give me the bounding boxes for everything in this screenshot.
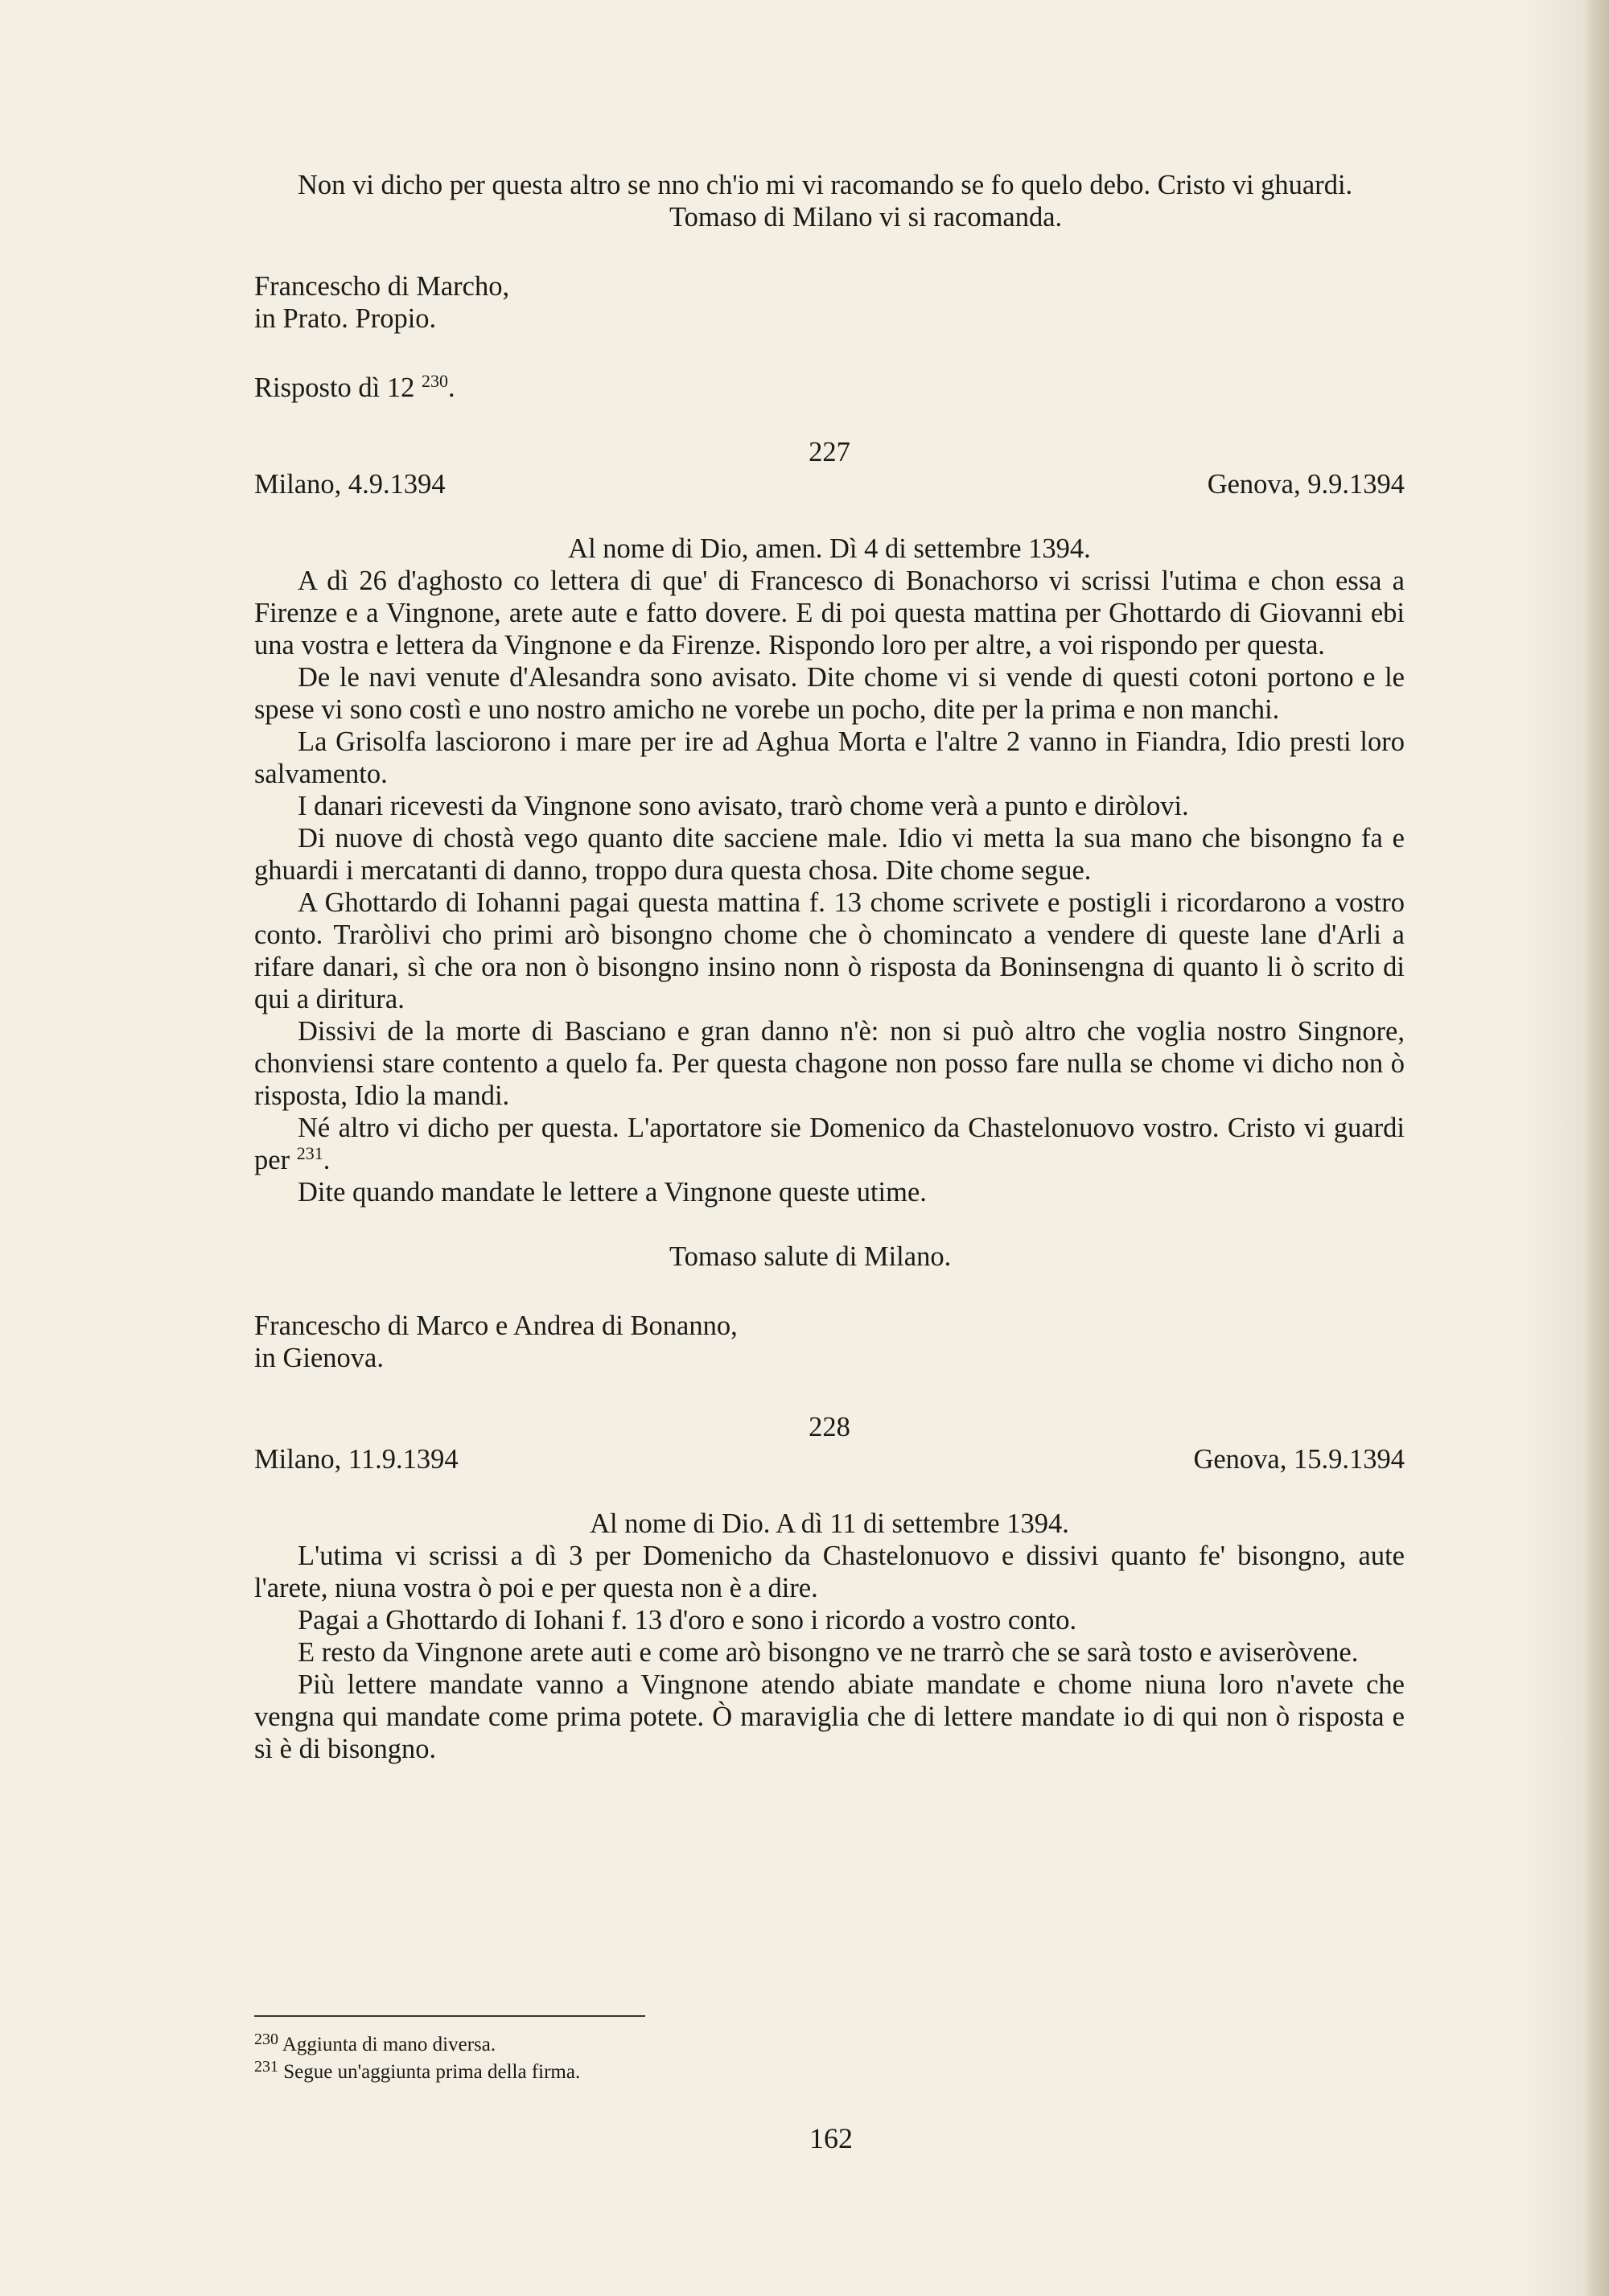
letter-number: 227 [809,437,850,467]
letter-number: 228 [809,1412,850,1442]
letter-paragraph: De le navi venute d'Alesandra sono avisato. Dite chome vi si vende di questi cotoni portono e le spese vi sono costì e uno nostro amicho ne vorebe un pocho, dite per la prima e non manchi. [254,662,1405,725]
main-text [254,169,1405,1765]
letter-paragraph: La Grisolfa lasciorono i mare per ire ad Aghua Morta e l'altre 2 vanno in Fiandra, Idio presti loro salvamento. [254,726,1405,789]
letter-paragraph: E resto da Vingnone arete auti e come arò bisongno ve ne trarrò che se sarà tosto e aviseròvene. [298,1637,1359,1668]
reply-note: Risposto dì 12 $^{230}$. [254,371,455,403]
letter-heading: Al nome di Dio. A dì 11 di settembre 1394. [590,1508,1069,1539]
letter-dateline [254,1443,1405,1475]
closing-paragraph: Non vi dicho per questa altro se nno ch'io mi vi racomando se fo quelo debo. Cristo vi ghuardi. [298,170,1353,200]
addressee-line: Francescho di Marco e Andrea di Bonanno, [254,1311,738,1341]
footnotes [254,2015,817,2086]
letter-paragraph: Di nuove di chostà vego quanto dite sacciene male. Idio vi metta la sua mano che bisongno fa e ghuardi i mercatanti di danno, troppo dura questa chosa. Dite chome segue. [254,823,1405,886]
destination-date: Genova, 15.9.1394 [1193,1444,1405,1475]
signature: Tomaso salute di Milano. [669,1241,952,1272]
letter-paragraph: Né altro vi dicho per questa. L'aportatore sie Domenico da Chastelonuovo vostro. Cristo vi guardi per $^{231}$. [254,1113,1405,1175]
letter-heading: Al nome di Dio, amen. Dì 4 di settembre 1394. [568,533,1091,564]
footnote: $^{230}$ Aggiunta di mano diversa. [254,2031,496,2055]
page-number: 162 [809,2122,853,2154]
footnote-rule [254,2015,645,2017]
letter-dateline [254,468,1405,500]
footnote-ref: 230 [422,371,448,391]
page-gutter-shadow [1525,0,1582,2296]
postscript: Dite quando mandate le lettere a Vingnone queste utime. [298,1177,927,1208]
letter-paragraph: Pagai a Ghottardo di Iohani f. 13 d'oro e sono i ricordo a vostro conto. [298,1605,1077,1636]
origin-date: Milano, 11.9.1394 [254,1444,459,1475]
origin-date: Milano, 4.9.1394 [254,469,446,500]
letter-paragraph: A Ghottardo di Iohanni pagai questa mattina f. 13 chome scrivete e postigli i ricordarono a vostro conto. Traròlivi cho primi arò bisongno chome che ò chomincato a vendere di queste lane d'Arli a rifare danari, sì che ora non ò bisongno insino nonn ò risposta da Boninsengna di quanto li ò scrito di qui a diritura. [254,887,1405,1014]
destination-date: Genova, 9.9.1394 [1207,469,1405,500]
letter-paragraph: A dì 26 d'aghosto co lettera di que' di Francesco di Bonachorso vi scrissi l'utima e chon essa a Firenze e a Vingnone, arete aute e fatto dovere. E di poi questa mattina per Ghottardo di Giovanni ebi una vostra e lettera da Vingnone e da Firenze. Rispondo loro per altre, a voi rispondo per questa. [254,566,1405,660]
addressee-line: in Gienova. [254,1343,384,1373]
footnote: $^{231}$ Segue un'aggiunta prima della firma. [254,2058,581,2083]
footnote-ref: 231 [296,1143,323,1163]
addressee-line: in Prato. Propio. [254,303,437,334]
page-edge [1582,0,1609,2296]
letter-paragraph: Più lettere mandate vanno a Vingnone atendo abiate mandate e chome niuna loro n'avete che vengna qui mandate come prima potete. Ò maraviglia che di lettere mandate io di qui non ò risposta e sì è di bisongno. [254,1669,1405,1764]
addressee-line: Francescho di Marcho, [254,271,510,302]
signature: Tomaso di Milano vi si racomanda. [669,202,1063,232]
letter-paragraph: Dissivi de la morte di Basciano e gran danno n'è: non si può altro che voglia nostro Singnore, chonviensi stare contento a quelo fa. Per questa chagone non posso fare nulla se chome vi dicho non ò risposta, Idio la mandi. [254,1016,1405,1111]
letter-paragraph: I danari ricevesti da Vingnone sono avisato, trarò chome verà a punto e diròlovi. [298,791,1189,821]
letter-paragraph: L'utima vi scrissi a dì 3 per Domenicho da Chastelonuovo e dissivi quanto fe' bisongno, aute l'arete, niuna vostra ò poi e per questa non è a dire. [254,1541,1405,1603]
